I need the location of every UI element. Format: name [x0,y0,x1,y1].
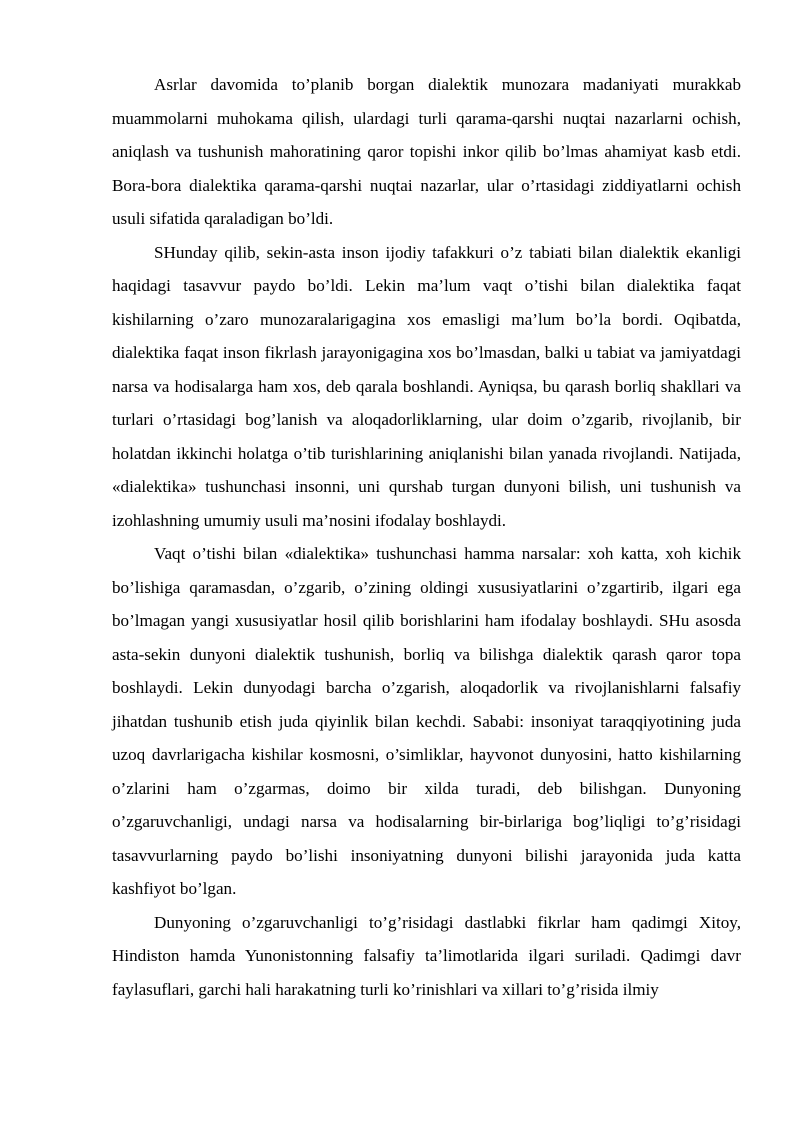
paragraph-3: Vaqt o’tishi bilan «dialektika» tushunchasi hamma narsalar: xoh katta, xoh kichik bo’lishiga qaramasdan, o’zgarib, o’zining oldingi xususiyatlarini o’zgartirib, ilgari ega bo’lmagan yangi xususiyatlar hosil qilib borishlarini ham ifodalay boshlaydi. SHu asosda asta-sekin dunyoni dialektik tushunish, borliq va bilishga dialektik qarash qaror topa boshlaydi. Lekin dunyodagi barcha o’zgarish, aloqadorlik va rivojlanishlarni falsafiy jihatdan tushunib etish juda qiyinlik bilan kechdi. Sababi: insoniyat taraqqiyotining juda uzoq davrlarigacha kishilar kosmosni, o’simliklar, hayvonot dunyosini, hatto kishilarning o’zlarini ham o’zgarmas, doimo bir xilda turadi, deb bilishgan. Dunyoning o’zgaruvchanligi, undagi narsa va hodisalarning bir-birlariga bog’liqligi to’g’risidagi tasavvurlarning paydo bo’lishi insoniyatning dunyoni bilishi jarayonida juda katta kashfiyot bo’lgan. [112,544,741,898]
document-page [112,68,741,1006]
paragraph-4: Dunyoning o’zgaruvchanligi to’g’risidagi dastlabki fikrlar ham qadimgi Xitoy, Hindiston hamda Yunonistonning falsafiy ta’limotlarida ilgari suriladi. Qadimgi davr faylasuflari, garchi hali harakatning turli ko’rinishlari va xillari to’g’risida ilmiy [112,912,741,999]
paragraph-2: SHunday qilib, sekin-asta inson ijodiy tafakkuri o’z tabiati bilan dialektik ekanligi haqidagi tasavvur paydo bo’ldi. Lekin ma’lum vaqt o’tishi bilan dialektika faqat kishilarning o’zaro munozaralarigagina xos emasligi ma’lum bo’la bordi. Oqibatda, dialektika faqat inson fikrlash jarayonigagina xos bo’lmasdan, balki u tabiat va jamiyatdagi narsa va hodisalarga ham xos, deb qarala boshlandi. Ayniqsa, bu qarash borliq shakllari va turlari o’rtasidagi bog’lanish va aloqadorliklarning, ular doim o’zgarib, rivojlanib, bir holatdan ikkinchi holatga o’tib turishlarining aniqlanishi bilan yanada rivojlandi. Natijada, «dialektika» tushunchasi insonni, uni qurshab turgan dunyoni bilish, uni tushunish va izohlashning umumiy usuli ma’nosini ifodalay boshlaydi. [112,242,741,530]
paragraph-1: Asrlar davomida to’planib borgan dialektik munozara madaniyati murakkab muammolarni muhokama qilish, ulardagi turli qarama-qarshi nuqtai nazarlarni ochish, aniqlash va tushunish mahoratining qaror topishi inkor qilib bo’lmas ahamiyat kasb etdi. Bora-bora dialektika qarama-qarshi nuqtai nazarlar, ular o’rtasidagi ziddiyatlarni ochish usuli sifatida qaraladigan bo’ldi. [112,75,741,228]
